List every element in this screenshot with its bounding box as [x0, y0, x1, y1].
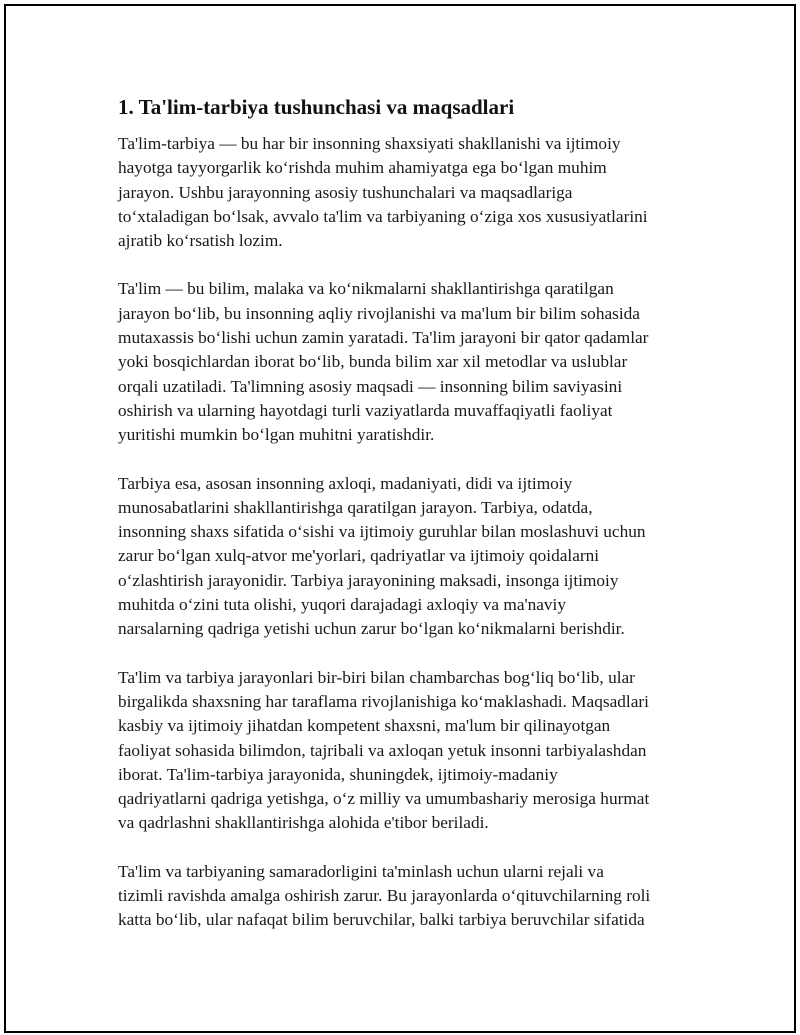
paragraph-1: Ta'lim-tarbiya — bu har bir insonning shaxsiyati shakllanishi va ijtimoiy hayotga tayyorgarlik ko‘rishda muhim ahamiyatga ega bo‘lgan muhim jarayon. Ushbu jarayonning asosiy tushunchalari va maqsadlariga to‘xtaladigan bo‘lsak, avvalo ta'lim va tarbiyaning o‘ziga xos xususiyatlarini ajratib ko‘rsatish lozim. [118, 134, 648, 251]
paragraph-2: Ta'lim — bu bilim, malaka va ko‘nikmalarni shakllantirishga qaratilgan jarayon bo‘lib, bu insonning aqliy rivojlanishi va ma'lum bir bilim sohasida mutaxassis bo‘lishi uchun zamin yaratadi. Ta'lim jarayoni bir qator qadamlar yoki bosqichlardan iborat bo‘lib, bunda bilim xar xil metodlar va uslublar orqali uzatiladi. Ta'limning asosiy maqsadi — insonning bilim saviyasini oshirish va ularning hayotdagi turli vaziyatlarda muvaffaqiyatli faoliyat yuritishi mumkin bo‘lgan muhitni yaratishdir. [118, 279, 649, 445]
section-heading: 1. Ta'lim-tarbiya tushunchasi va maqsadlari [118, 95, 515, 119]
paragraph-5: Ta'lim va tarbiyaning samaradorligini ta'minlash uchun ularni rejali va tizimli ravishda amalga oshirish zarur. Bu jarayonlarda o‘qituvchilarning roli katta bo‘lib, ular nafaqat bilim beruvchilar, balki tarbiya beruvchilar sifatida [118, 861, 651, 930]
document-body [118, 92, 688, 957]
paragraph-3: Tarbiya esa, asosan insonning axloqi, madaniyati, didi va ijtimoiy munosabatlarini shakllantirishga qaratilgan jarayon. Tarbiya, odatda, insonning shaxs sifatida o‘sishi va ijtimoiy guruhlar bilan moslashuvi uchun zarur bo‘lgan xulq-atvor me'yorlari, qadriyatlar va ijtimoiy qoidalarni o‘zlashtirish jarayonidir. Tarbiya jarayonining maksadi, insonga ijtimoiy muhitda o‘zini tuta olishi, yuqori darajadagi axloqiy va ma'naviy narsalarning qadriga yetishi uchun zarur bo‘lgan ko‘nikmalarni berishdir. [118, 473, 646, 639]
paragraph-4: Ta'lim va tarbiya jarayonlari bir-biri bilan chambarchas bog‘liq bo‘lib, ular birgalikda shaxsning har taraflama rivojlanishiga ko‘maklashadi. Maqsadlari kasbiy va ijtimoiy jihatdan kompetent shaxsni, ma'lum bir qilinayotgan faoliyat sohasida bilimdon, tajribali va axloqan yetuk insonni tarbiyalashdan iborat. Ta'lim-tarbiya jarayonida, shuningdek, ijtimoiy-madaniy qadriyatlarni qadriga yetishga, o‘z milliy va umumbashariy merosiga hurmat va qadrlashni shakllantirishga alohida e'tibor beriladi. [118, 667, 650, 833]
